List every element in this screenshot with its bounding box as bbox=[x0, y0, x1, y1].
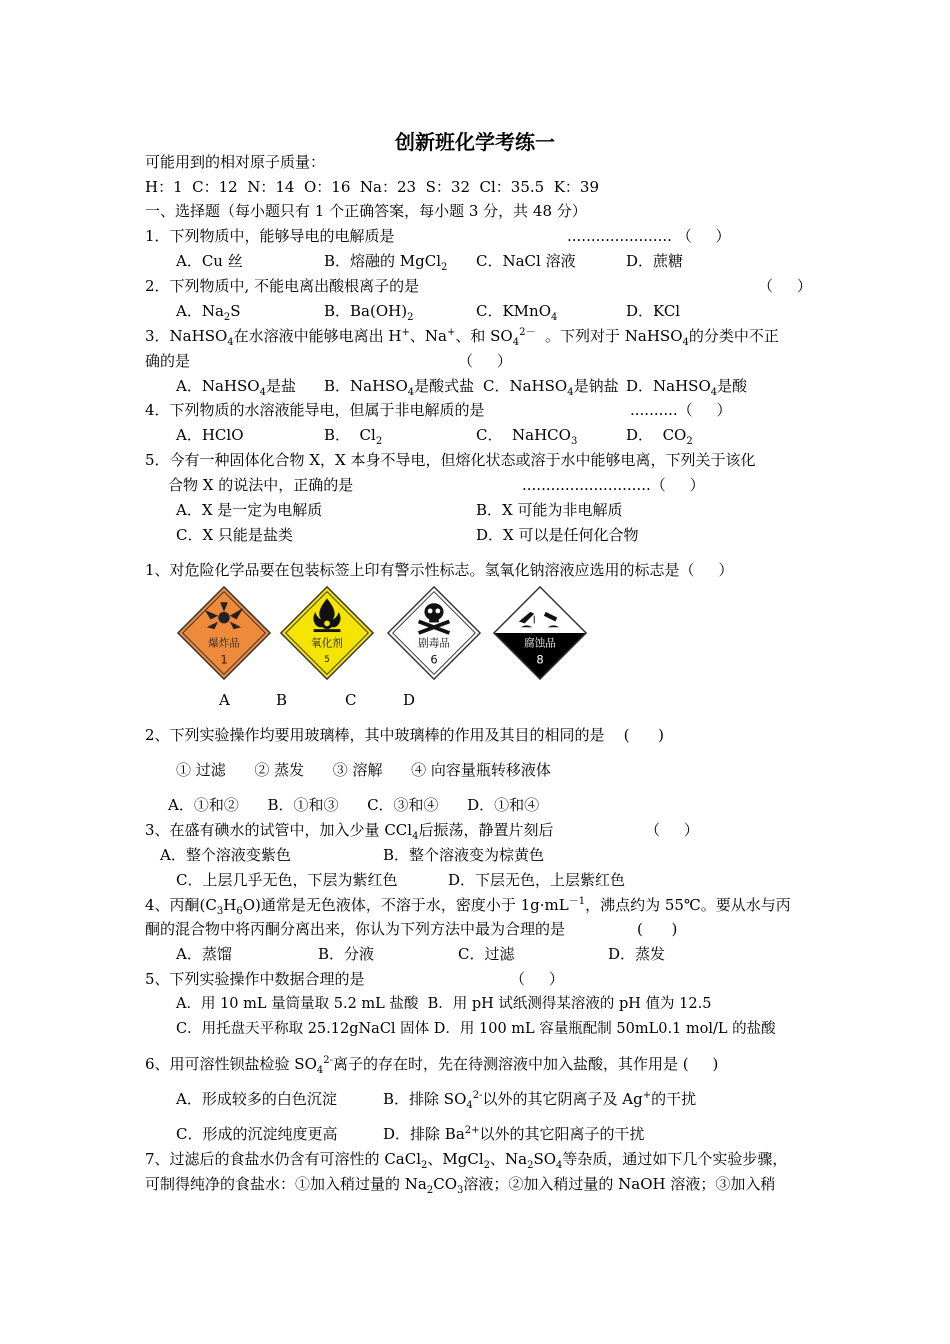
q5-option-d: D．X 可以是任何化合物 bbox=[476, 526, 639, 544]
corrosive-sign-icon bbox=[492, 585, 588, 681]
p2-options: A．①和② B．①和③ C．③和④ D．①和④ bbox=[168, 796, 540, 814]
sign-label-c: C bbox=[345, 691, 357, 709]
q2-paren: （ ） bbox=[758, 277, 812, 295]
p2-items: ① 过滤 ② 蒸发 ③ 溶解 ④ 向容量瓶转移液体 bbox=[176, 761, 551, 779]
section-heading: 一、选择题（每小题只有 1 个正确答案，每小题 3 分，共 48 分） bbox=[145, 202, 587, 220]
sign-label-a: A bbox=[219, 691, 230, 709]
q4-option-d: D． $CO_2$ bbox=[626, 426, 693, 447]
q2-option-d: D．KCl bbox=[626, 302, 681, 320]
toxic-text: 剧毒品 bbox=[418, 637, 450, 650]
p5-options-ab: A．用 10 mL 量筒量取 5.2 mL 盐酸 B．用 pH 试纸测得某溶液的 pH 值为 12.5 bbox=[176, 996, 712, 1012]
p4-option-a: A．蒸馏 bbox=[176, 945, 232, 963]
p2-stem: 2、下列实验操作均要用玻璃棒，其中玻璃棒的作用及其目的相同的是 ( ) bbox=[145, 726, 664, 744]
q4-dots: ..........（ ） bbox=[630, 401, 732, 419]
atomic-masses: H：1 C：12 N：14 O：16 Na：23 S：32 Cl：35.5 K：39 bbox=[145, 178, 600, 196]
corrosive-num: 8 bbox=[536, 652, 544, 667]
p7-stem: 7、过滤后的食盐水仍含有可溶性的 CaCl$_2$、MgCl$_2$、$Na_2SO_4$等杂质，通过如下几个实验步骤， bbox=[145, 1150, 788, 1171]
q3-option-d: D．NaHSO$_4$是酸 bbox=[626, 377, 748, 398]
p4-stem-cont: 酮的混合物中将丙酮分离出来，你认为下列方法中最为合理的是 bbox=[145, 920, 566, 938]
q3-paren: （ ） bbox=[458, 352, 512, 370]
q2-option-b: B．$Ba(OH)_2$ bbox=[324, 302, 414, 323]
p6-stem: 6、用可溶性钡盐检验 $SO_4^{2-}$离子的存在时，先在待测溶液中加入盐酸，其作用是 ( ) bbox=[145, 1055, 719, 1076]
q4-option-c: C． NaHCO$_3$ bbox=[476, 426, 578, 447]
oxidizer-num: 5 bbox=[324, 654, 330, 665]
q1-stem: 1．下列物质中，能够导电的电解质是 bbox=[145, 227, 395, 245]
q5-option-a: A．X 是一定为电解质 bbox=[176, 501, 323, 519]
p4-paren: ( ) bbox=[637, 920, 678, 938]
explosive-text: 爆炸品 bbox=[208, 637, 240, 650]
p3-option-a: A．整个溶液变紫色 bbox=[160, 846, 291, 864]
intro-line: 可能用到的相对原子质量： bbox=[145, 153, 326, 171]
p1-stem: 1、对危险化学品要在包装标签上印有警示性标志。氢氧化钠溶液应选用的标志是（ ） bbox=[145, 561, 734, 579]
q2-option-a: A．$Na_2S$ bbox=[176, 302, 241, 323]
explosive-num: 1 bbox=[220, 652, 228, 667]
p5-paren: （ ） bbox=[510, 970, 564, 988]
q4-option-a: A．HClO bbox=[176, 426, 244, 444]
p6-option-c: C．形成的沉淀纯度更高 bbox=[176, 1125, 338, 1143]
explosive-sign-icon bbox=[176, 585, 272, 681]
p7-stem-cont: 可制得纯净的食盐水：①加入稍过量的 $Na_2CO_3$溶液；②加入稍过量的 NaOH 溶液；③加入稍 bbox=[145, 1175, 776, 1196]
p3-option-b: B．整个溶液变为棕黄色 bbox=[383, 846, 545, 864]
sign-label-d: D bbox=[403, 691, 416, 709]
q3-option-c: C．NaHSO$_4$是钠盐 bbox=[483, 377, 619, 398]
p6-option-a: A．形成较多的白色沉淀 bbox=[176, 1090, 337, 1108]
q2-stem: 2．下列物质中, 不能电离出酸根离子的是 bbox=[145, 277, 420, 295]
p3-option-c: C．上层几乎无色，下层为紫红色 bbox=[176, 871, 398, 889]
hazard-signs bbox=[176, 585, 556, 685]
p4-option-b: B．分液 bbox=[318, 945, 375, 963]
q1-option-d: D．蔗糖 bbox=[626, 252, 684, 270]
q5-stem: 5．今有一种固体化合物 X，X 本身不导电，但熔化状态或溶于水中能够电离，下列关于该化 bbox=[145, 451, 756, 469]
corrosive-text: 腐蚀品 bbox=[524, 637, 556, 650]
toxic-num: 6 bbox=[430, 652, 438, 667]
q5-dots: ...........................（ ） bbox=[522, 476, 705, 494]
q4-option-b: B． $Cl_2$ bbox=[324, 426, 383, 447]
q1-option-a: A．Cu 丝 bbox=[176, 252, 243, 270]
sign-label-b: B bbox=[276, 691, 288, 709]
q1-option-b: B．熔融的 MgCl$_2$ bbox=[324, 252, 448, 273]
p5-stem: 5、下列实验操作中数据合理的是 bbox=[145, 970, 365, 988]
q2-option-c: C．KMnO$_4$ bbox=[476, 302, 558, 323]
q5-stem-cont: 合物 X 的说法中，正确的是 bbox=[168, 476, 354, 494]
p4-option-d: D．蒸发 bbox=[608, 945, 666, 963]
page-title: 创新班化学考练一 bbox=[395, 130, 555, 154]
q4-stem: 4．下列物质的水溶液能导电，但属于非电解质的是 bbox=[145, 401, 485, 419]
q3-stem-cont: 确的是 bbox=[145, 352, 191, 370]
q3-option-a: A．NaHSO$_4$是盐 bbox=[176, 377, 296, 398]
q3-option-b: B．NaHSO$_4$是酸式盐 bbox=[324, 377, 475, 398]
oxidizer-text: 氧化剂 bbox=[311, 637, 343, 650]
p6-option-d: D．排除 $Ba^{2+}$以外的其它阳离子的干扰 bbox=[383, 1125, 645, 1143]
p6-option-b: B．排除 $SO_4^{2-}$以外的其它阴离子及 Ag+的干扰 bbox=[383, 1090, 697, 1111]
toxic-sign-icon bbox=[386, 585, 482, 681]
p4-stem: 4、丙酮$(C_3H_6O)$通常是无色液体，不溶于水，密度小于 $1g\cdot mL^{-1}$，沸点约为 55℃。要从水与丙 bbox=[145, 896, 791, 917]
q1-dots: ...................... （ ） bbox=[567, 227, 731, 245]
q5-option-c: C．X 只能是盐类 bbox=[176, 526, 293, 544]
q5-option-b: B．X 可能为非电解质 bbox=[476, 501, 623, 519]
p5-options-cd: C．用托盘天平称取 25.12gNaCl 固体 D．用 100 mL 容量瓶配制 50mL0.1 mol/L 的盐酸 bbox=[176, 1021, 776, 1037]
p3-paren: （ ） bbox=[645, 821, 699, 839]
p4-option-c: C．过滤 bbox=[458, 945, 515, 963]
q1-option-c: C．NaCl 溶液 bbox=[476, 252, 576, 270]
p3-stem: 3、在盛有碘水的试管中，加入少量 CCl$_4$后振荡，静置片刻后 bbox=[145, 821, 554, 842]
q3-stem: 3．NaHSO$_4$在水溶液中能够电离出 H+、Na+、和 $SO_4^{2-}$ 。下列对于 NaHSO$_4$的分类中不正 bbox=[145, 327, 779, 348]
oxidizer-sign-icon bbox=[279, 585, 375, 681]
p3-option-d: D．下层无色，上层紫红色 bbox=[448, 871, 626, 889]
